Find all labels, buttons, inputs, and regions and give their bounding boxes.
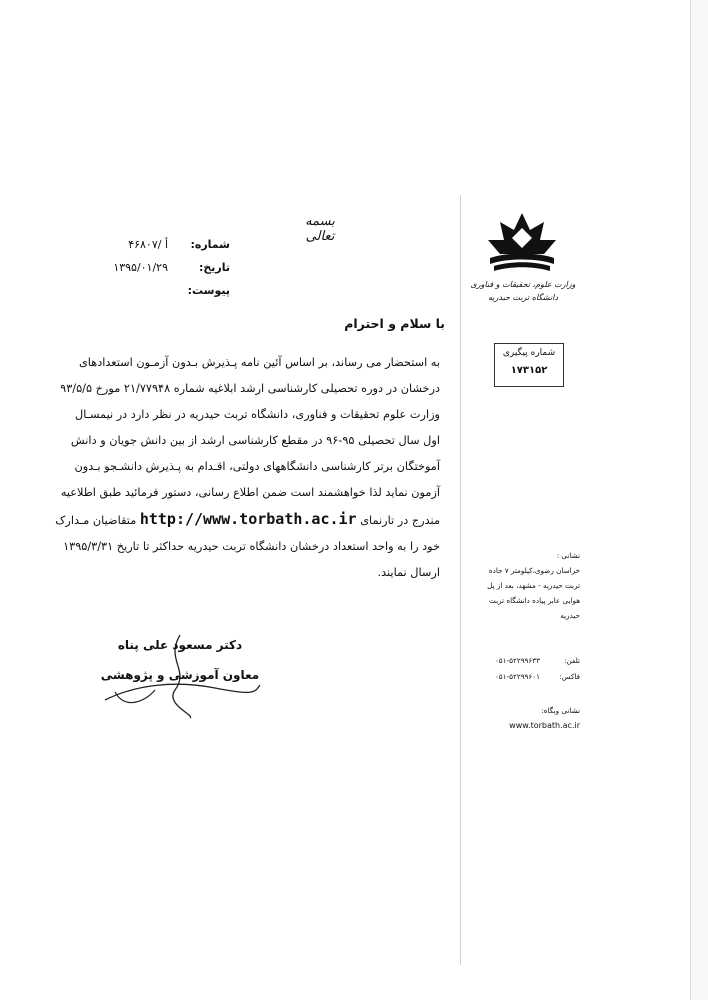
address-line: حیدریه <box>560 611 580 620</box>
body-text-before-url: مندرج در تارنمای <box>360 514 440 527</box>
address-line: خراسان رضوی،کیلومتر ۷ جاده <box>488 566 580 575</box>
signature-block <box>100 630 260 690</box>
body-line: وزارت علوم تحقیقات و فناوری، دانشگاه تربت حیدریه در نظر دارد در نیمسـال <box>75 408 440 421</box>
address-line: هوایی عابر پیاده دانشگاه تربت <box>489 596 580 605</box>
body-line: آزمون نماید لذا خواهشمند است ضمن اطلاع رسانی، دستور فرمائید طبق اطلاعیه <box>60 486 440 499</box>
body-text-after-url: متقاضیان مـدارک <box>55 514 137 527</box>
organization-name <box>468 278 578 304</box>
date-value: ۱۳۹۵/۰۱/۲۹ <box>113 261 168 274</box>
body-line-with-url <box>55 506 440 534</box>
body-line: خود را به واحد استعداد درخشان دانشگاه تربت حیدریه حداکثر تا تاریخ ۱۳۹۵/۳/۳۱ <box>63 540 440 553</box>
basmala-heading: بسمه تعالی <box>305 214 335 244</box>
letter-body <box>55 350 440 586</box>
attachment-label: پیوست: <box>187 284 230 297</box>
address-label: نشانی : <box>556 551 580 560</box>
number-value: ۴۶۸۰۷/ أ <box>128 238 168 251</box>
address-line: تربت حیدریه - مشهد، بعد از پل <box>487 581 580 590</box>
body-line: اول سال تحصیلی ۹۵-۹۶ در مقطع کارشناسی ارشد از بین دانش جویان و دانش <box>70 434 440 447</box>
org-line-1: وزارت علوم، تحقیقات و فناوری <box>470 280 576 289</box>
phone-row <box>470 653 580 669</box>
university-logo-icon <box>482 208 562 288</box>
date-label: تاریخ: <box>198 261 230 274</box>
body-line: درخشان در دوره تحصیلی کارشناسی ارشد ابلاغیه شماره ۲۱/۷۷۹۴۸ مورخ ۹۳/۵/۵ <box>60 382 440 395</box>
date-row <box>70 261 230 284</box>
website-value[interactable]: www.torbath.ac.ir <box>509 721 580 730</box>
website-label: نشانی وبگاه: <box>541 706 580 715</box>
phone-label: تلفن: <box>564 656 580 665</box>
tracking-box <box>494 343 564 387</box>
fax-label: فاکس: <box>559 672 580 681</box>
phone-value: ۰۵۱-۵۲۲۹۹۶۳۳ <box>494 656 540 665</box>
org-line-2: دانشگاه تربت حیدریه <box>488 293 558 302</box>
website-url-link[interactable]: http://www.torbath.ac.ir <box>139 510 357 528</box>
number-row <box>70 238 230 261</box>
letter-meta <box>70 238 230 307</box>
signer-name: دکتر مسعود علی پناه <box>117 638 243 652</box>
number-label: شماره: <box>190 238 230 251</box>
contact-info <box>470 548 580 733</box>
greeting: با سلام و احترام <box>344 316 445 331</box>
signer-title: معاون آموزشی و پژوهشی <box>100 668 260 682</box>
tracking-number: ۱۷۳۱۵۲ <box>510 365 548 376</box>
vertical-divider <box>460 195 461 965</box>
body-line: ارسال نمایند. <box>377 566 440 579</box>
tracking-label: شماره پیگیری <box>502 348 556 358</box>
body-line: آموختگان برتر کارشناسی دانشگاههای دولتی، اقـدام به پـذیرش دانشـجو بـدون <box>74 460 440 473</box>
attachment-row <box>70 284 230 307</box>
fax-value: ۰۵۱-۵۲۲۹۹۶۰۱ <box>494 672 540 681</box>
fax-row <box>470 669 580 685</box>
body-line: به استحضار می رساند، بر اساس آئین نامه پـذیرش بـدون آزمـون استعدادهای <box>78 356 440 369</box>
